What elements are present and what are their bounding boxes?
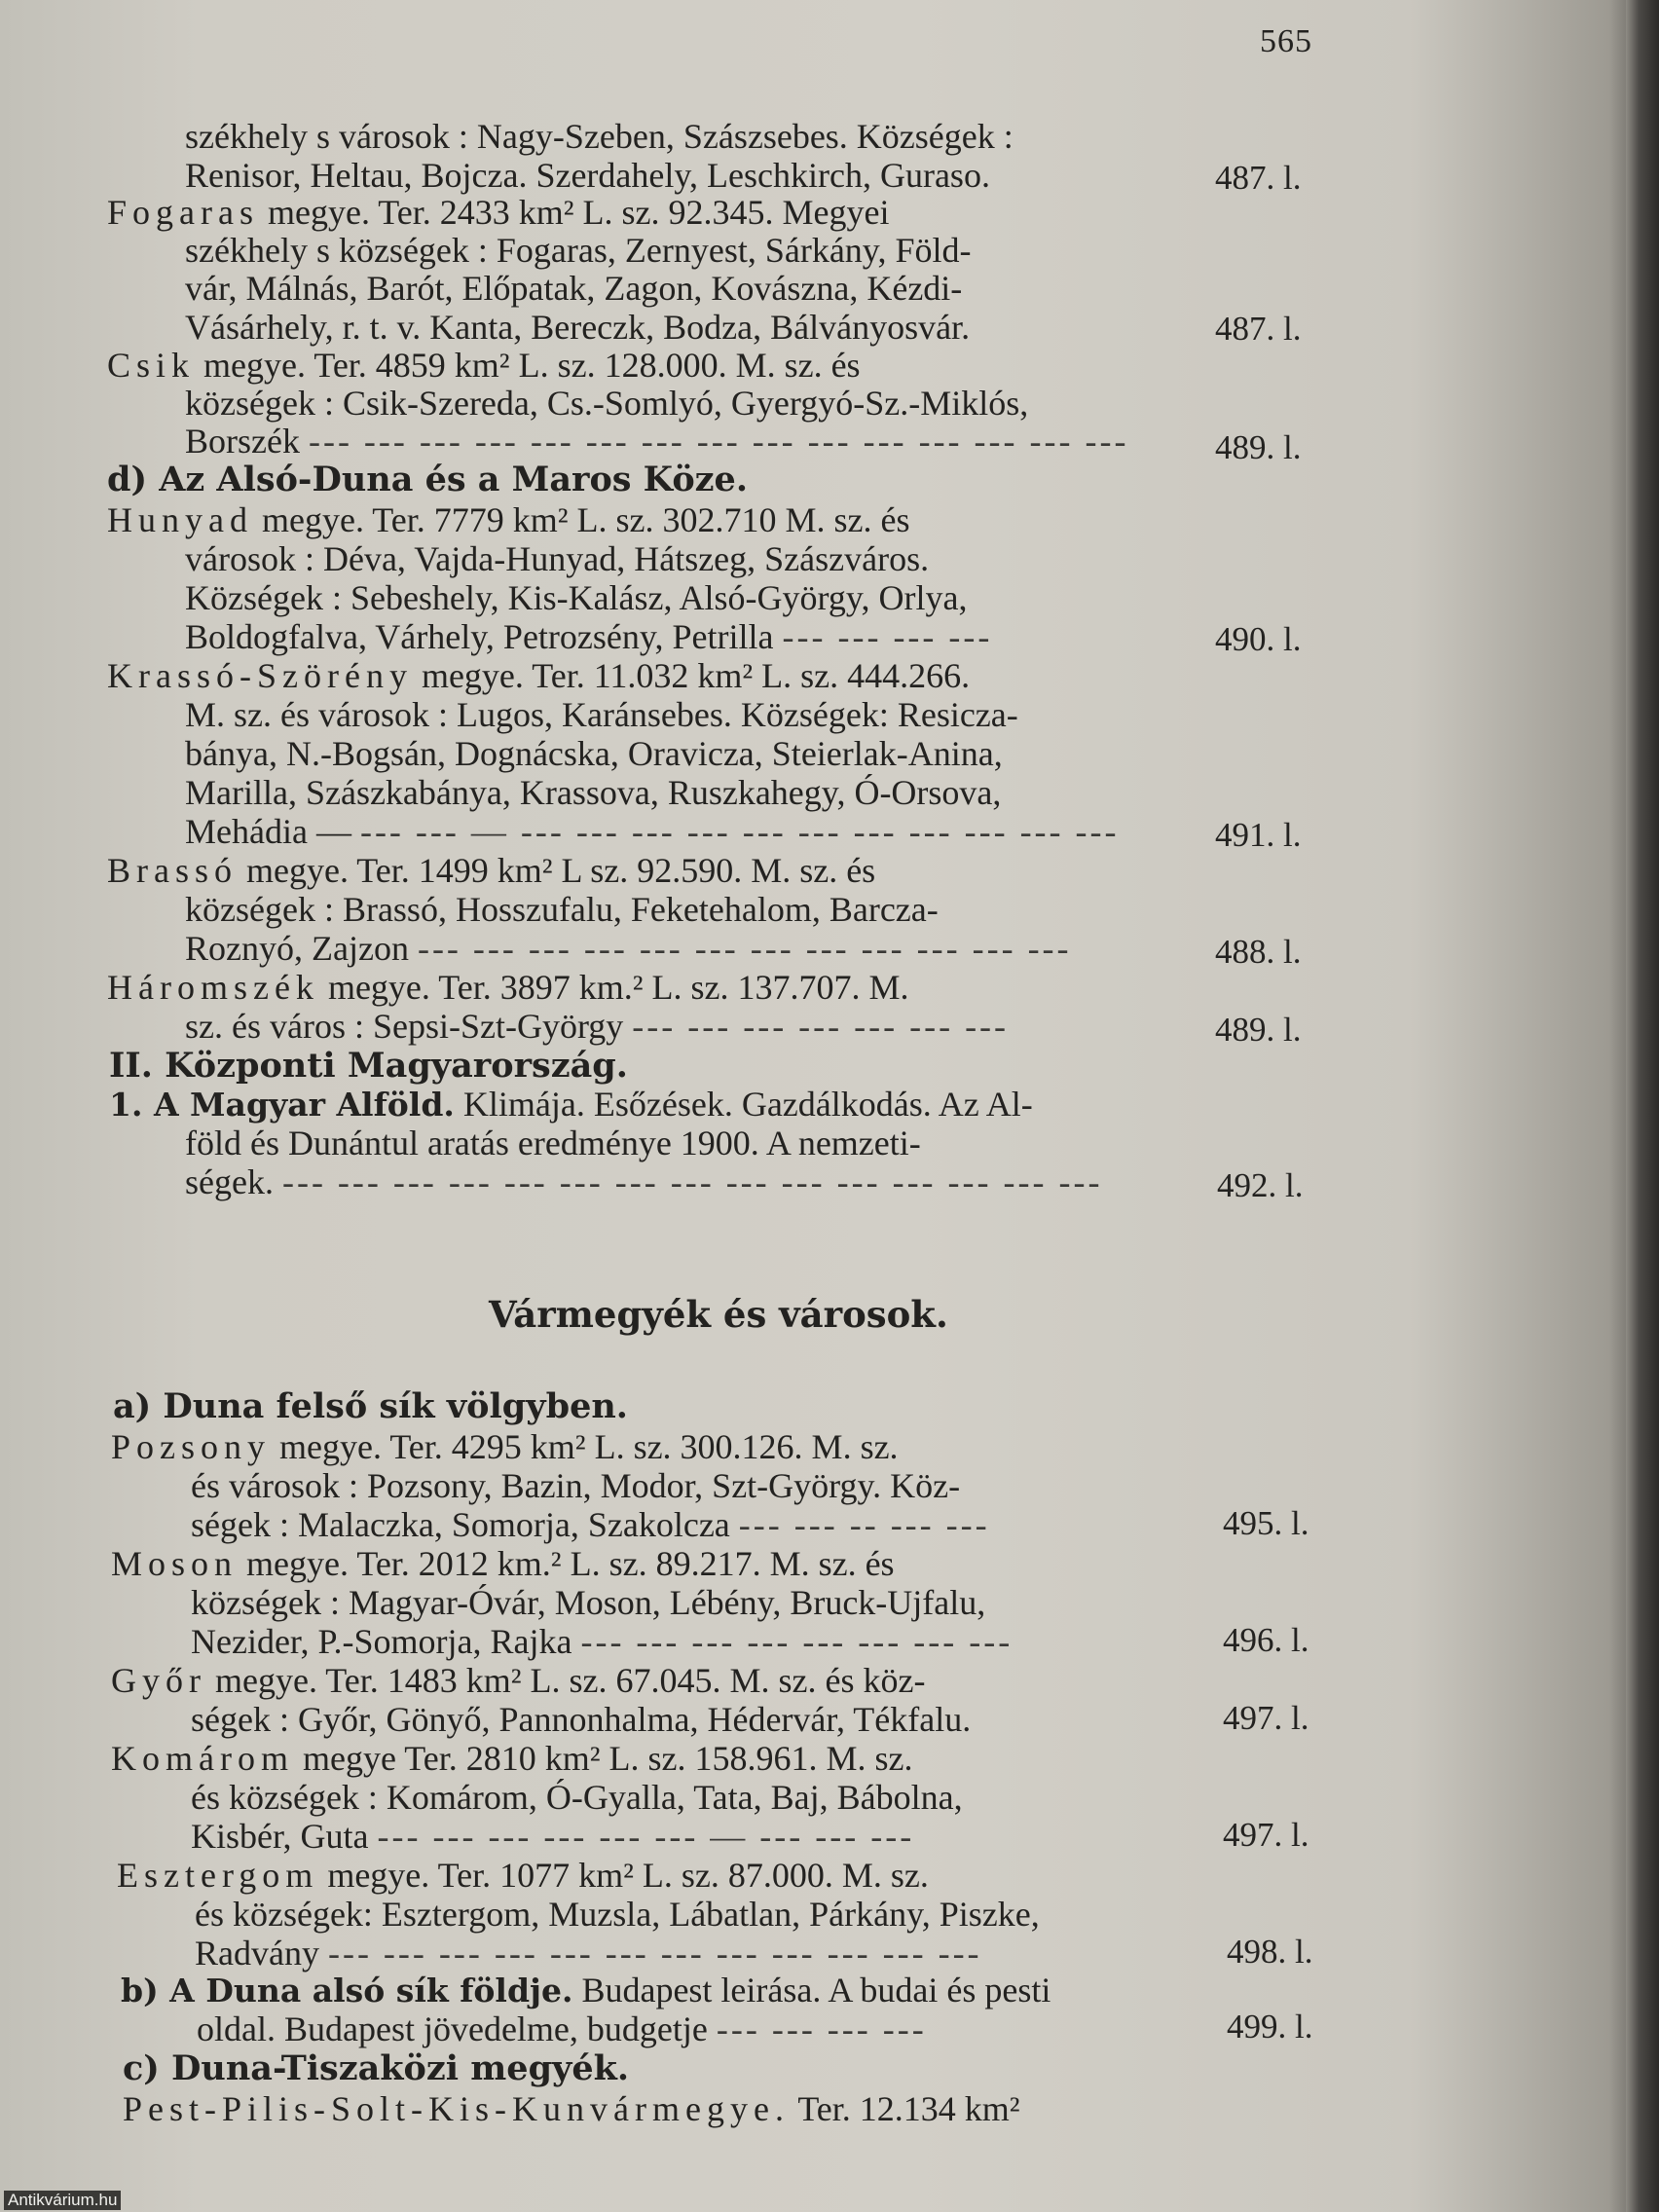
county-name: Hunyad <box>107 500 253 539</box>
dot-leader: --- --- --- --- --- --- --- --- <box>580 1622 1014 1661</box>
text-line: föld és Dunántul aratás eredménye 1900. A nemzeti- <box>185 1124 921 1162</box>
section-heading: d) Az Alsó-Duna és a Maros Köze. <box>107 460 749 499</box>
county-name: Győr <box>111 1661 206 1700</box>
page-reference: 488. l. <box>1215 933 1302 971</box>
page-reference: 495. l. <box>1223 1504 1309 1542</box>
dot-leader: --- --- --- --- --- --- --- --- --- --- --- --- <box>417 929 1072 968</box>
text-line: megye. Ter. 4859 km² L. sz. 128.000. M. sz. és <box>203 346 861 385</box>
county-name: Brassó <box>107 851 238 890</box>
page-number: 565 <box>1260 23 1312 59</box>
section-heading: c) Duna-Tiszaközi megyék. <box>123 2048 630 2088</box>
county-name: Pozsony <box>111 1427 272 1466</box>
text-line-with-leader: Radvány --- --- --- --- --- --- --- --- --- --- --- --- <box>195 1934 982 1972</box>
text-line: községek : Magyar-Óvár, Moson, Lébény, Bruck-Ujfalu, <box>191 1583 986 1622</box>
page-reference: 490. l. <box>1215 620 1302 658</box>
text-line: és községek : Komárom, Ó-Gyalla, Tata, Baj, Bábolna, <box>191 1778 963 1817</box>
county-entry-pest: Pest-Pilis-Solt-Kis-Kunvármegye. Ter. 12.134 km² <box>123 2089 1020 2128</box>
page-reference: 498. l. <box>1227 1933 1313 1971</box>
subsection-entry: b) A Duna alsó sík földje. Budapest leirása. A budai és pesti <box>121 1971 1051 2009</box>
county-entry-csik <box>107 346 861 385</box>
text-line: Marilla, Szászkabánya, Krassova, Ruszkahegy, Ó-Orsova, <box>185 773 1002 812</box>
text-line: városok : Déva, Vajda-Hunyad, Hátszeg, Szászváros. <box>185 539 930 578</box>
dot-leader: --- --- --- --- --- --- — --- --- --- <box>377 1817 915 1856</box>
county-entry-komarom: Komárom megye Ter. 2810 km² L. sz. 158.961. M. sz. <box>111 1739 913 1778</box>
page-reference: 496. l. <box>1223 1621 1309 1659</box>
text-line-with-leader: Roznyó, Zajzon --- --- --- --- --- --- --- --- --- --- --- --- <box>185 929 1072 968</box>
dot-leader: --- --- --- --- --- --- --- --- --- --- --- --- <box>327 1934 982 1972</box>
dot-leader: --- --- --- --- <box>782 617 993 656</box>
page-reference: 487. l. <box>1215 159 1302 197</box>
county-entry-pozsony: Pozsony megye. Ter. 4295 km² L. sz. 300.126. M. sz. <box>111 1427 899 1466</box>
watermark: Antikvárium.hu <box>4 2191 121 2210</box>
county-name: Csik <box>107 346 196 385</box>
county-name: Fogaras <box>107 193 259 232</box>
book-spine-shadow <box>1626 0 1659 2212</box>
page-reference: 491. l. <box>1215 816 1302 854</box>
county-name: Háromszék <box>107 968 319 1007</box>
dot-leader: --- --- --- --- --- --- --- --- --- --- --- --- --- --- --- <box>281 1162 1103 1201</box>
text-line-with-leader: oldal. Budapest jövedelme, budgetje --- --- --- --- <box>197 2009 927 2048</box>
text-line: és városok : Pozsony, Bazin, Modor, Szt-György. Köz- <box>191 1466 961 1505</box>
text-line: és községek: Esztergom, Muzsla, Lábatlan, Párkány, Piszke, <box>195 1895 1040 1934</box>
text-line-with-leader: sz. és város : Sepsi-Szt-György --- --- --- --- --- --- --- <box>185 1007 1010 1046</box>
text-line: községek : Csik-Szereda, Cs.-Somlyó, Gyergyó-Sz.-Miklós, <box>185 384 1029 423</box>
section-heading: b) A Duna alsó sík földje. <box>121 1972 573 2009</box>
text-line: községek : Brassó, Hosszufalu, Feketehalom, Barcza- <box>185 890 939 929</box>
page-reference: 489. l. <box>1215 1011 1302 1049</box>
text-line-with-leader: Borszék --- --- --- --- --- --- --- --- --- --- --- --- --- --- --- <box>185 422 1129 461</box>
part-heading: II. Központi Magyarország. <box>109 1046 628 1086</box>
county-entry-haromszek: Háromszék megye. Ter. 3897 km.² L. sz. 137.707. M. <box>107 968 909 1007</box>
county-entry-krasso: Krassó-Szörény megye. Ter. 11.032 km² L. sz. 444.266. <box>107 656 971 695</box>
text-line: Renisor, Heltau, Bojcza. Szerdahely, Leschkirch, Guraso. <box>185 156 990 195</box>
county-entry-brasso: Brassó megye. Ter. 1499 km² L sz. 92.590. M. sz. és <box>107 851 876 890</box>
text-line-with-leader: Kisbér, Guta --- --- --- --- --- --- — --- --- --- <box>191 1817 915 1856</box>
page-reference: 497. l. <box>1223 1699 1309 1737</box>
dot-leader: --- --- --- --- --- --- --- <box>632 1007 1010 1046</box>
text-line: bánya, N.-Bogsán, Dognácska, Oravicza, Steierlak-Anina, <box>185 734 1003 773</box>
page-reference: 497. l. <box>1223 1816 1309 1854</box>
county-name: Pest-Pilis-Solt-Kis-Kunvármegye. <box>123 2089 790 2128</box>
page-reference: 499. l. <box>1227 2008 1313 2046</box>
text-line: M. sz. és városok : Lugos, Karánsebes. Községek: Resicza- <box>185 695 1018 734</box>
page-reference: 489. l. <box>1215 428 1302 466</box>
text-line-with-leader: Mehádia — --- --- — --- --- --- --- --- --- --- --- --- --- --- <box>185 812 1120 851</box>
dot-leader: --- --- -- --- --- <box>738 1505 990 1544</box>
county-entry-hunyad: Hunyad megye. Ter. 7779 km² L. sz. 302.710 M. sz. és <box>107 500 910 539</box>
section-heading: a) Duna felső sík völgyben. <box>113 1386 628 1426</box>
text-line: székhely s városok : Nagy-Szeben, Szászsebes. Községek : <box>185 117 1014 156</box>
text-line: székhely s községek : Fogaras, Zernyest, Sárkány, Föld- <box>185 231 972 270</box>
text-line: Községek : Sebeshely, Kis-Kalász, Alsó-György, Orlya, <box>185 578 968 617</box>
text-line-with-leader: Nezider, P.-Somorja, Rajka --- --- --- --- --- --- --- --- <box>191 1622 1014 1661</box>
county-name: Esztergom <box>117 1856 319 1895</box>
text-line: ségek : Győr, Gönyő, Pannonhalma, Hédervár, Tékfalu. <box>191 1700 972 1739</box>
text-line-with-leader: ségek : Malaczka, Somorja, Szakolcza --- --- -- --- --- <box>191 1505 990 1544</box>
county-name: Krassó-Szörény <box>107 656 413 695</box>
text-line: Vásárhely, r. t. v. Kanta, Bereczk, Bodza, Bálványosvár. <box>185 308 971 347</box>
page-reference: 492. l. <box>1217 1166 1304 1204</box>
dot-leader: --- --- --- --- <box>716 2009 927 2048</box>
page-reference: 487. l. <box>1215 310 1302 348</box>
county-name: Komárom <box>111 1739 294 1778</box>
dot-leader: --- --- — --- --- --- --- --- --- --- --- --- --- --- <box>359 812 1120 851</box>
text-line-with-leader: Boldogfalva, Várhely, Petrozsény, Petrilla --- --- --- --- <box>185 617 993 656</box>
subsection-heading: 1. A Magyar Alföld. <box>109 1086 455 1124</box>
county-entry-moson: Moson megye. Ter. 2012 km.² L. sz. 89.217. M. sz. és <box>111 1544 895 1583</box>
text-line-with-leader: ségek. --- --- --- --- --- --- --- --- --- --- --- --- --- --- --- <box>185 1162 1103 1201</box>
text-line: vár, Málnás, Barót, Előpatak, Zagon, Kovászna, Kézdi- <box>185 269 963 308</box>
county-name: Moson <box>111 1544 239 1583</box>
dot-leader: --- --- --- --- --- --- --- --- --- --- --- --- --- --- --- <box>308 422 1129 461</box>
section-title: Vármegyék és városok. <box>489 1293 948 1336</box>
text-line: megye. Ter. 2433 km² L. sz. 92.345. Megyei <box>267 193 890 232</box>
county-entry-gyor: Győr megye. Ter. 1483 km² L. sz. 67.045. M. sz. és köz- <box>111 1661 926 1700</box>
subsection-entry: 1. A Magyar Alföld. Klimája. Esőzések. Gazdálkodás. Az Al- <box>109 1085 1033 1124</box>
county-entry-esztergom: Esztergom megye. Ter. 1077 km² L. sz. 87.000. M. sz. <box>117 1856 929 1895</box>
county-entry-fogaras <box>107 193 890 232</box>
